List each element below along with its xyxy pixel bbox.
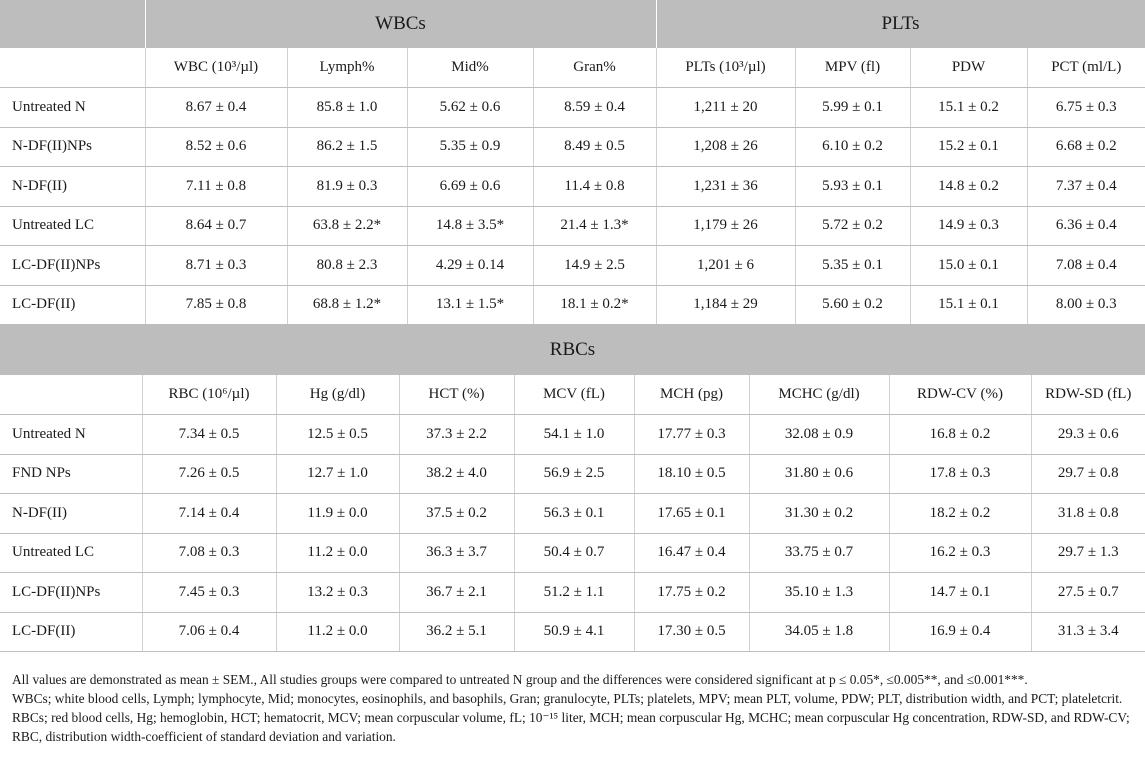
table-cell: 16.8 ± 0.2 bbox=[889, 415, 1031, 455]
footnote-significance: All values are demonstrated as mean ± SEM., All studies groups were compared to untreated N group and the differences were considered significant at p ≤ 0.05*, ≤0.005**, and ≤0.001***. bbox=[12, 672, 1028, 687]
row-label: N-DF(II)NPs bbox=[0, 127, 145, 167]
table-cell: 86.2 ± 1.5 bbox=[287, 127, 407, 167]
table-cell: 5.35 ± 0.9 bbox=[407, 127, 533, 167]
row-label: N-DF(II) bbox=[0, 494, 142, 534]
table-row bbox=[0, 206, 1145, 246]
table-cell: 7.34 ± 0.5 bbox=[142, 415, 276, 455]
table-cell: 16.47 ± 0.4 bbox=[634, 533, 749, 573]
table-cell: 18.2 ± 0.2 bbox=[889, 494, 1031, 534]
row-label: LC-DF(II)NPs bbox=[0, 246, 145, 286]
table-row bbox=[0, 127, 1145, 167]
table-cell: 15.2 ± 0.1 bbox=[910, 127, 1027, 167]
table-cell: 29.7 ± 1.3 bbox=[1031, 533, 1145, 573]
col-header: MCH (pg) bbox=[634, 375, 749, 415]
rbc-table bbox=[0, 325, 1145, 652]
table-cell: 35.10 ± 1.3 bbox=[749, 573, 889, 613]
row-label-header bbox=[0, 48, 145, 88]
col-header: Gran% bbox=[533, 48, 656, 88]
table-cell: 18.10 ± 0.5 bbox=[634, 454, 749, 494]
table-cell: 29.7 ± 0.8 bbox=[1031, 454, 1145, 494]
table-cell: 37.3 ± 2.2 bbox=[399, 415, 514, 455]
col-header: Hg (g/dl) bbox=[276, 375, 399, 415]
table-cell: 8.67 ± 0.4 bbox=[145, 88, 287, 128]
row-label: N-DF(II) bbox=[0, 167, 145, 207]
row-label: FND NPs bbox=[0, 454, 142, 494]
table-row bbox=[0, 494, 1145, 534]
col-header: RDW-SD (fL) bbox=[1031, 375, 1145, 415]
table-footnote bbox=[0, 652, 1145, 746]
table-cell: 17.75 ± 0.2 bbox=[634, 573, 749, 613]
table-cell: 85.8 ± 1.0 bbox=[287, 88, 407, 128]
table-row bbox=[0, 167, 1145, 207]
col-header: MPV (fl) bbox=[795, 48, 910, 88]
table-cell: 15.0 ± 0.1 bbox=[910, 246, 1027, 286]
table-cell: 36.3 ± 3.7 bbox=[399, 533, 514, 573]
rbc-table-body bbox=[0, 415, 1145, 652]
table-cell: 1,231 ± 36 bbox=[656, 167, 795, 207]
table-cell: 1,201 ± 6 bbox=[656, 246, 795, 286]
table-cell: 16.9 ± 0.4 bbox=[889, 612, 1031, 652]
table-cell: 80.8 ± 2.3 bbox=[287, 246, 407, 286]
table-cell: 15.1 ± 0.2 bbox=[910, 88, 1027, 128]
table-cell: 11.4 ± 0.8 bbox=[533, 167, 656, 207]
wbc-table-body bbox=[0, 88, 1145, 325]
table-cell: 5.72 ± 0.2 bbox=[795, 206, 910, 246]
table-cell: 29.3 ± 0.6 bbox=[1031, 415, 1145, 455]
table-cell: 56.9 ± 2.5 bbox=[514, 454, 634, 494]
table-cell: 16.2 ± 0.3 bbox=[889, 533, 1031, 573]
table-cell: 51.2 ± 1.1 bbox=[514, 573, 634, 613]
table-cell: 12.5 ± 0.5 bbox=[276, 415, 399, 455]
col-header: PDW bbox=[910, 48, 1027, 88]
table-cell: 4.29 ± 0.14 bbox=[407, 246, 533, 286]
table-cell: 5.99 ± 0.1 bbox=[795, 88, 910, 128]
table-cell: 8.71 ± 0.3 bbox=[145, 246, 287, 286]
col-header: PLTs (10³/µl) bbox=[656, 48, 795, 88]
table-cell: 54.1 ± 1.0 bbox=[514, 415, 634, 455]
table-cell: 11.2 ± 0.0 bbox=[276, 533, 399, 573]
table-cell: 1,184 ± 29 bbox=[656, 285, 795, 325]
table-cell: 7.26 ± 0.5 bbox=[142, 454, 276, 494]
table-cell: 8.00 ± 0.3 bbox=[1027, 285, 1145, 325]
col-header: PCT (ml/L) bbox=[1027, 48, 1145, 88]
table-cell: 6.75 ± 0.3 bbox=[1027, 88, 1145, 128]
table-cell: 31.8 ± 0.8 bbox=[1031, 494, 1145, 534]
table-row bbox=[0, 246, 1145, 286]
table-cell: 1,179 ± 26 bbox=[656, 206, 795, 246]
table-cell: 1,208 ± 26 bbox=[656, 127, 795, 167]
row-label: Untreated LC bbox=[0, 206, 145, 246]
table-cell: 7.14 ± 0.4 bbox=[142, 494, 276, 534]
table-cell: 50.4 ± 0.7 bbox=[514, 533, 634, 573]
row-label: Untreated N bbox=[0, 415, 142, 455]
table-row bbox=[0, 454, 1145, 494]
row-label: Untreated N bbox=[0, 88, 145, 128]
table-cell: 11.9 ± 0.0 bbox=[276, 494, 399, 534]
table-cell: 36.2 ± 5.1 bbox=[399, 612, 514, 652]
table-cell: 1,211 ± 20 bbox=[656, 88, 795, 128]
col-header: RDW-CV (%) bbox=[889, 375, 1031, 415]
table-cell: 14.8 ± 0.2 bbox=[910, 167, 1027, 207]
table-cell: 11.2 ± 0.0 bbox=[276, 612, 399, 652]
col-header: MCHC (g/dl) bbox=[749, 375, 889, 415]
row-label: LC-DF(II)NPs bbox=[0, 573, 142, 613]
table-cell: 14.8 ± 3.5* bbox=[407, 206, 533, 246]
row-label: Untreated LC bbox=[0, 533, 142, 573]
table-cell: 15.1 ± 0.1 bbox=[910, 285, 1027, 325]
table-cell: 6.36 ± 0.4 bbox=[1027, 206, 1145, 246]
table-cell: 37.5 ± 0.2 bbox=[399, 494, 514, 534]
table-row bbox=[0, 573, 1145, 613]
group-header-plts: PLTs bbox=[656, 0, 1145, 48]
group-header-wbcs: WBCs bbox=[145, 0, 656, 48]
table-row bbox=[0, 88, 1145, 128]
table-cell: 8.59 ± 0.4 bbox=[533, 88, 656, 128]
col-header: MCV (fL) bbox=[514, 375, 634, 415]
table-cell: 6.68 ± 0.2 bbox=[1027, 127, 1145, 167]
table-cell: 21.4 ± 1.3* bbox=[533, 206, 656, 246]
table-cell: 33.75 ± 0.7 bbox=[749, 533, 889, 573]
col-header: Mid% bbox=[407, 48, 533, 88]
table-cell: 17.8 ± 0.3 bbox=[889, 454, 1031, 494]
col-header: RBC (10⁶/µl) bbox=[142, 375, 276, 415]
group-header-rbcs: RBCs bbox=[0, 325, 1145, 375]
table-cell: 50.9 ± 4.1 bbox=[514, 612, 634, 652]
row-label: LC-DF(II) bbox=[0, 612, 142, 652]
table-cell: 7.08 ± 0.3 bbox=[142, 533, 276, 573]
table-cell: 36.7 ± 2.1 bbox=[399, 573, 514, 613]
table-cell: 38.2 ± 4.0 bbox=[399, 454, 514, 494]
table-row bbox=[0, 285, 1145, 325]
table-cell: 13.2 ± 0.3 bbox=[276, 573, 399, 613]
table-cell: 5.35 ± 0.1 bbox=[795, 246, 910, 286]
table-cell: 14.9 ± 0.3 bbox=[910, 206, 1027, 246]
table-cell: 5.60 ± 0.2 bbox=[795, 285, 910, 325]
table-cell: 81.9 ± 0.3 bbox=[287, 167, 407, 207]
table-cell: 7.08 ± 0.4 bbox=[1027, 246, 1145, 286]
table-cell: 7.45 ± 0.3 bbox=[142, 573, 276, 613]
table-cell: 8.49 ± 0.5 bbox=[533, 127, 656, 167]
table-cell: 7.37 ± 0.4 bbox=[1027, 167, 1145, 207]
row-label: LC-DF(II) bbox=[0, 285, 145, 325]
table-cell: 5.62 ± 0.6 bbox=[407, 88, 533, 128]
table-cell: 56.3 ± 0.1 bbox=[514, 494, 634, 534]
table-cell: 18.1 ± 0.2* bbox=[533, 285, 656, 325]
table-cell: 27.5 ± 0.7 bbox=[1031, 573, 1145, 613]
row-label-header bbox=[0, 375, 142, 415]
table-cell: 12.7 ± 1.0 bbox=[276, 454, 399, 494]
table-cell: 6.69 ± 0.6 bbox=[407, 167, 533, 207]
table-cell: 8.64 ± 0.7 bbox=[145, 206, 287, 246]
table-cell: 34.05 ± 1.8 bbox=[749, 612, 889, 652]
table-cell: 8.52 ± 0.6 bbox=[145, 127, 287, 167]
wbc-plt-table bbox=[0, 0, 1145, 325]
col-header: Lymph% bbox=[287, 48, 407, 88]
table-cell: 14.9 ± 2.5 bbox=[533, 246, 656, 286]
table-cell: 32.08 ± 0.9 bbox=[749, 415, 889, 455]
table-row bbox=[0, 612, 1145, 652]
table-row bbox=[0, 533, 1145, 573]
table-cell: 13.1 ± 1.5* bbox=[407, 285, 533, 325]
table-cell: 14.7 ± 0.1 bbox=[889, 573, 1031, 613]
table-cell: 31.80 ± 0.6 bbox=[749, 454, 889, 494]
table-cell: 17.77 ± 0.3 bbox=[634, 415, 749, 455]
table-cell: 17.30 ± 0.5 bbox=[634, 612, 749, 652]
col-header: WBC (10³/µl) bbox=[145, 48, 287, 88]
table-cell: 31.3 ± 3.4 bbox=[1031, 612, 1145, 652]
corner-cell bbox=[0, 0, 145, 48]
table-cell: 68.8 ± 1.2* bbox=[287, 285, 407, 325]
table-cell: 17.65 ± 0.1 bbox=[634, 494, 749, 534]
table-cell: 7.06 ± 0.4 bbox=[142, 612, 276, 652]
footnote-abbreviations: WBCs; white blood cells, Lymph; lymphocyte, Mid; monocytes, eosinophils, and basophils, Gran; granulocyte, PLTs; platelets, MPV; mean PLT, volume, PDW; PLT, distribution width, and PCT; plateletcrit. RBCs; red blood cells, Hg; hemoglobin, HCT; hematocrit, MCV; mean corpuscular volume, fL; 10⁻¹⁵ liter, MCH; mean corpuscular Hg, MCHC; mean corpuscular Hg concentration, RDW-SD, and RDW-CV; RBC, distribution width-coefficient of standard deviation and variation. bbox=[12, 691, 1130, 744]
table-cell: 5.93 ± 0.1 bbox=[795, 167, 910, 207]
table-cell: 31.30 ± 0.2 bbox=[749, 494, 889, 534]
table-row bbox=[0, 415, 1145, 455]
table-cell: 7.11 ± 0.8 bbox=[145, 167, 287, 207]
col-header: HCT (%) bbox=[399, 375, 514, 415]
table-cell: 7.85 ± 0.8 bbox=[145, 285, 287, 325]
table-cell: 6.10 ± 0.2 bbox=[795, 127, 910, 167]
table-cell: 63.8 ± 2.2* bbox=[287, 206, 407, 246]
